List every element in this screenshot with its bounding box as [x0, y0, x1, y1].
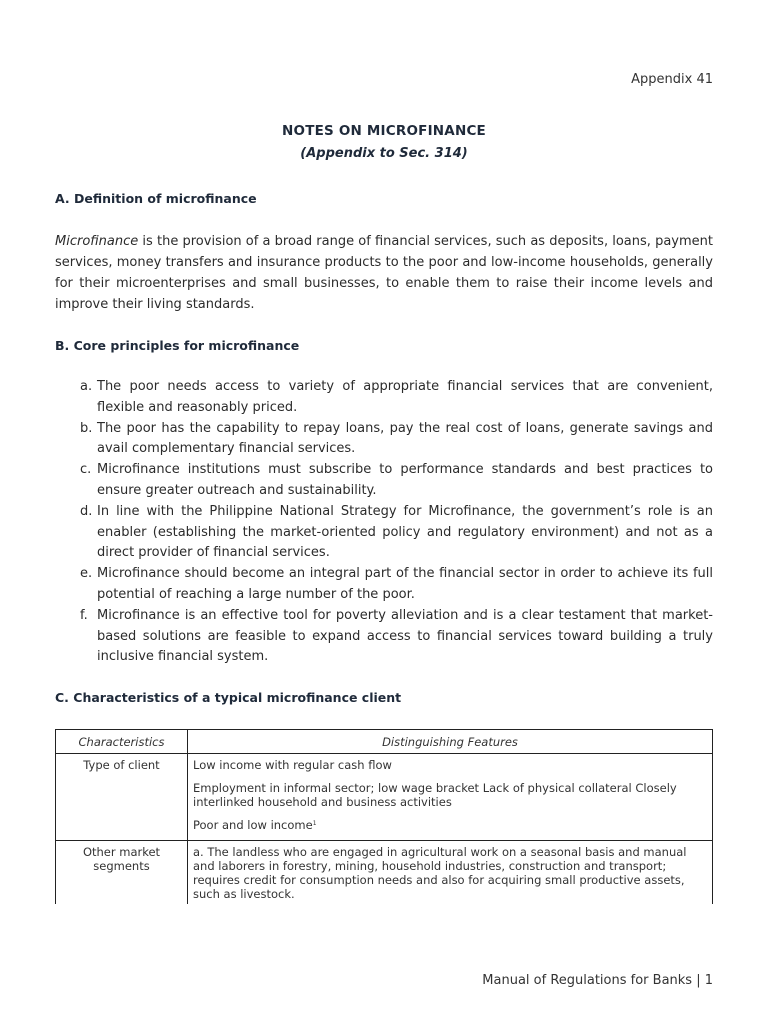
list-item: f. Microfinance is an effective tool for poverty alleviation and is a clear testament that market-based solutions are feasible to expand access to financial services toward building a truly inclusive financial system. [80, 607, 713, 665]
section-b-heading: B. Core principles for microfinance [55, 338, 300, 353]
column-header-features: Distinguishing Features [188, 730, 713, 754]
table-row [56, 754, 713, 841]
page-subtitle: (Appendix to Sec. 314) [300, 146, 468, 161]
list-item: c. Microfinance institutions must subscribe to performance standards and best practices to ensure greater outreach and sustainability. [80, 462, 713, 498]
list-item: d. In line with the Philippine National Strategy for Microfinance, the government’s role is an enabler (establishing the market-oriented policy and regulatory environment) and not as a direct provider of financial services. [80, 503, 713, 561]
principles-list [80, 377, 713, 668]
table-row [56, 841, 713, 905]
appendix-label: Appendix 41 [631, 72, 713, 87]
list-item: a. The poor needs access to variety of appropriate financial services that are convenient, flexible and reasonably priced. [80, 379, 713, 415]
row-label: Other market segments [56, 841, 188, 905]
page-title: NOTES ON MICROFINANCE [282, 123, 486, 139]
list-item: e. Microfinance should become an integral part of the financial sector in order to achieve its full potential of reaching a large number of the poor. [80, 566, 713, 602]
definition-text: is the provision of a broad range of financial services, such as deposits, loans, payment services, money transfers and insurance products to the poor and low-income households, generally for their microenterprises and small businesses, to enable them to raise their income levels and improve their living standards. [55, 234, 713, 312]
row-label: Type of client [56, 754, 188, 841]
section-c-heading: C. Characteristics of a typical microfinance client [55, 690, 402, 705]
table-header-row [56, 730, 713, 754]
client-characteristics-table [55, 729, 713, 904]
page-footer: Manual of Regulations for Banks | 1 [482, 973, 713, 988]
section-a-heading: A. Definition of microfinance [55, 191, 257, 206]
row-features: Low income with regular cash flow Employment in informal sector; low wage bracket Lack of physical collateral Closely interlinked household and business activities Poor and low income$^1$ [188, 754, 713, 841]
footnote-marker: 1 [312, 820, 317, 827]
list-item: b. The poor has the capability to repay loans, pay the real cost of loans, generate savings and avail complementary financial services. [80, 420, 713, 457]
definition-term: Microfinance [55, 234, 139, 249]
column-header-characteristics: Characteristics [56, 730, 188, 754]
row-features: a. The landless who are engaged in agricultural work on a seasonal basis and manual and laborers in forestry, mining, household industries, construction and transport; requires credit for consumption needs and also for acquiring small productive assets, such as livestock. [188, 841, 713, 905]
definition-paragraph [55, 231, 713, 315]
